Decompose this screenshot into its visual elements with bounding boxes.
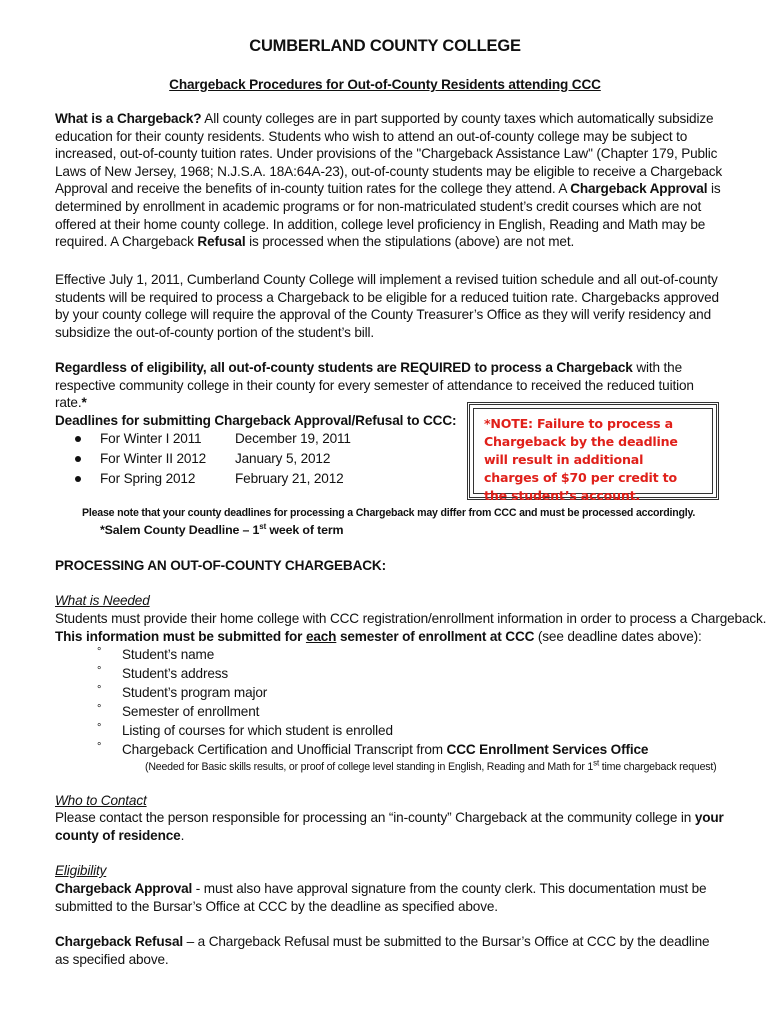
eligibility-approval: Chargeback Approval - must also have approval signature from the county clerk. This documentation must be submitted to the Bursar’s Office at CCC by the deadline as specified above. [55, 881, 707, 914]
document-page: CUMBERLAND COUNTY COLLEGE Chargeback Procedures for Out-of-County Residents attending CCC What is a Chargeback? All county colleges are in part supported by county taxes which automatically subsidize education for their county residents. Students who wish to attend an out-of-county college may be subject to increased, out-of-county tuition rates. Under provisions of the "Chargeback Assistance Law" (Chapter 179, Public Laws of New Jersey, 1968; N.J.S.A. 18A:64A-23), out-of-county students may be eligible to receive a Chargeback Approval and receive the benefits of in-county tuition rates for the college they attend. A Chargeback Approval is determined by enrollment in academic programs or for non-matriculated student’s credit courses which are not offered at their home county college. In addition, college level proficiency in English, Reading and Math may be required. A Chargeback Refusal is processed when the stipulations (above) are not met. Effective July 1, 2011, Cumberland County College will implement a revised tuition schedule and all out-of-county students will be required to process a Chargeback to be eligible for a reduced tuition rate. Chargebacks approved by your county college will require the approval of the County Treasurer’s Office as they will verify residency and subsidize the out-of-county portion of the student’s bill. Regardless of eligibility, all out-of-county students are REQUIRED to process a Chargeback with the respective community college in their county for every semester of attendance to received the reduced tuition rate.* Deadlines for submitting Chargeback Approval/Refusal to CCC: For Winter I 2011 December 19, 2011 For Winter II 2012 January 5, 2012 For Spring 2012 February 21, 2012 *NOTE: Failure to process a Chargeback by the deadline will result in additional charges of $70 per credit to the student’s account. Please note that your county deadlines for processing a Chargeback may differ from CCC and must be processed accordingly. *Salem County Deadline – 1st week of term PROCESSING AN OUT-OF-COUNTY CHARGEBACK: What is Needed Students must provide their home college with CCC registration/enrollment information in order to process a Chargeback. This information must be submitted for each semester of enrollment at CCC (see deadline dates above): ° Student’s name ° Student’s address ° Student’s program major ° Semester of enrollment ° Listing of courses for which student is enrolled ° Chargeback Certification and Unofficial Transcript from CCC Enrollment Services Office (Needed for Basic skills results, or proof of college level standing in English, Reading and Math for 1st time chargeback request) Who to Contact Please contact the person responsible for processing an “in-county” Chargeback at the community college in your county of residence. Eligibility Chargeback Approval - must also have approval signature from the county clerk. This documentation must be submitted to the Bursar’s Office at CCC by the deadline as specified above. Chargeback Refusal – a Chargeback Refusal must be submitted to the Bursar’s Office at CCC by the deadline as specified above. [0, 0, 770, 1024]
needed-must: This information must be submitted for each semester of enrollment at CCC (see deadline dates above): [55, 629, 702, 644]
processing-heading: PROCESSING AN OUT-OF-COUNTY CHARGEBACK: [55, 558, 386, 573]
circle-bullet-icon: ° [97, 741, 102, 753]
circle-bullet-icon: ° [97, 665, 102, 677]
needed-note: (Needed for Basic skills results, or proof of college level standing in English, Reading and Math for 1st time chargeback request) [145, 758, 717, 773]
eligibility-refusal: Chargeback Refusal – a Chargeback Refusal must be submitted to the Bursar’s Office at CCC by the deadline as specified above. [55, 934, 710, 967]
contact-text: Please contact the person responsible for processing an “in-county” Chargeback at the community college in your county of residence. [55, 810, 724, 843]
circle-bullet-icon: ° [97, 703, 102, 715]
intro-paragraph: What is a Chargeback? All county colleges are in part supported by county taxes which automatically subsidize education for their county residents. Students who wish to attend an out-of-county college may be subject to increased, out-of-county tuition rates. Under provisions of the "Chargeback Assistance Law" (Chapter 179, Public Laws of New Jersey, 1968; N.J.S.A. 18A:64A-23), out-of-county students may be eligible to receive a Chargeback Approval and receive the benefits of in-county tuition rates for the college they attend. A Chargeback Approval is determined by enrollment in academic programs or for non-matriculated student’s credit courses which are not offered at their home county college. In addition, college level proficiency in English, Reading and Math may be required. A Chargeback Refusal is processed when the stipulations (above) are not met. [55, 111, 723, 250]
intro-label: What is a Chargeback? [55, 111, 202, 126]
page-title: CUMBERLAND COUNTY COLLEGE [249, 37, 521, 55]
contact-heading: Who to Contact [55, 793, 147, 808]
refusal-term: Refusal [197, 234, 246, 250]
salem-deadline: *Salem County Deadline – 1st week of term [100, 521, 344, 537]
bullet-icon [75, 456, 81, 462]
note-text: *NOTE: Failure to process a Chargeback by the deadline will result in additional charges of $70 per credit to the student’s account. [484, 416, 678, 503]
bullet-icon [75, 476, 81, 482]
deadlines-heading: Deadlines for submitting Chargeback Approval/Refusal to CCC: [55, 413, 457, 428]
circle-bullet-icon: ° [97, 722, 102, 734]
circle-bullet-icon: ° [97, 684, 102, 696]
effective-paragraph: Effective July 1, 2011, Cumberland County College will implement a revised tuition schedule and all out-of-county students will be required to process a Chargeback to be eligible for a reduced tuition rate. Chargebacks approved by your county college will require the approval of the County Treasurer’s Office as they will verify residency and subsidize the out-of-county portion of the student’s bill. [55, 272, 719, 340]
regardless-paragraph: Regardless of eligibility, all out-of-county students are REQUIRED to process a Chargeback with the respective community college in their county for every semester of attendance to received the reduced tuition rate.* [55, 360, 694, 411]
circle-bullet-icon: ° [97, 646, 102, 658]
needed-heading: What is Needed [55, 593, 150, 608]
page-subtitle: Chargeback Procedures for Out-of-County Residents attending CCC [169, 77, 601, 92]
approval-term: Chargeback Approval [570, 181, 708, 197]
needed-text: Students must provide their home college with CCC registration/enrollment information in order to process a Chargeback. [55, 611, 767, 626]
note-box [467, 402, 719, 503]
please-note: Please note that your county deadlines for processing a Chargeback may differ from CCC and must be processed accordingly. [82, 507, 696, 519]
eligibility-heading: Eligibility [55, 863, 107, 878]
bullet-icon [75, 436, 81, 442]
